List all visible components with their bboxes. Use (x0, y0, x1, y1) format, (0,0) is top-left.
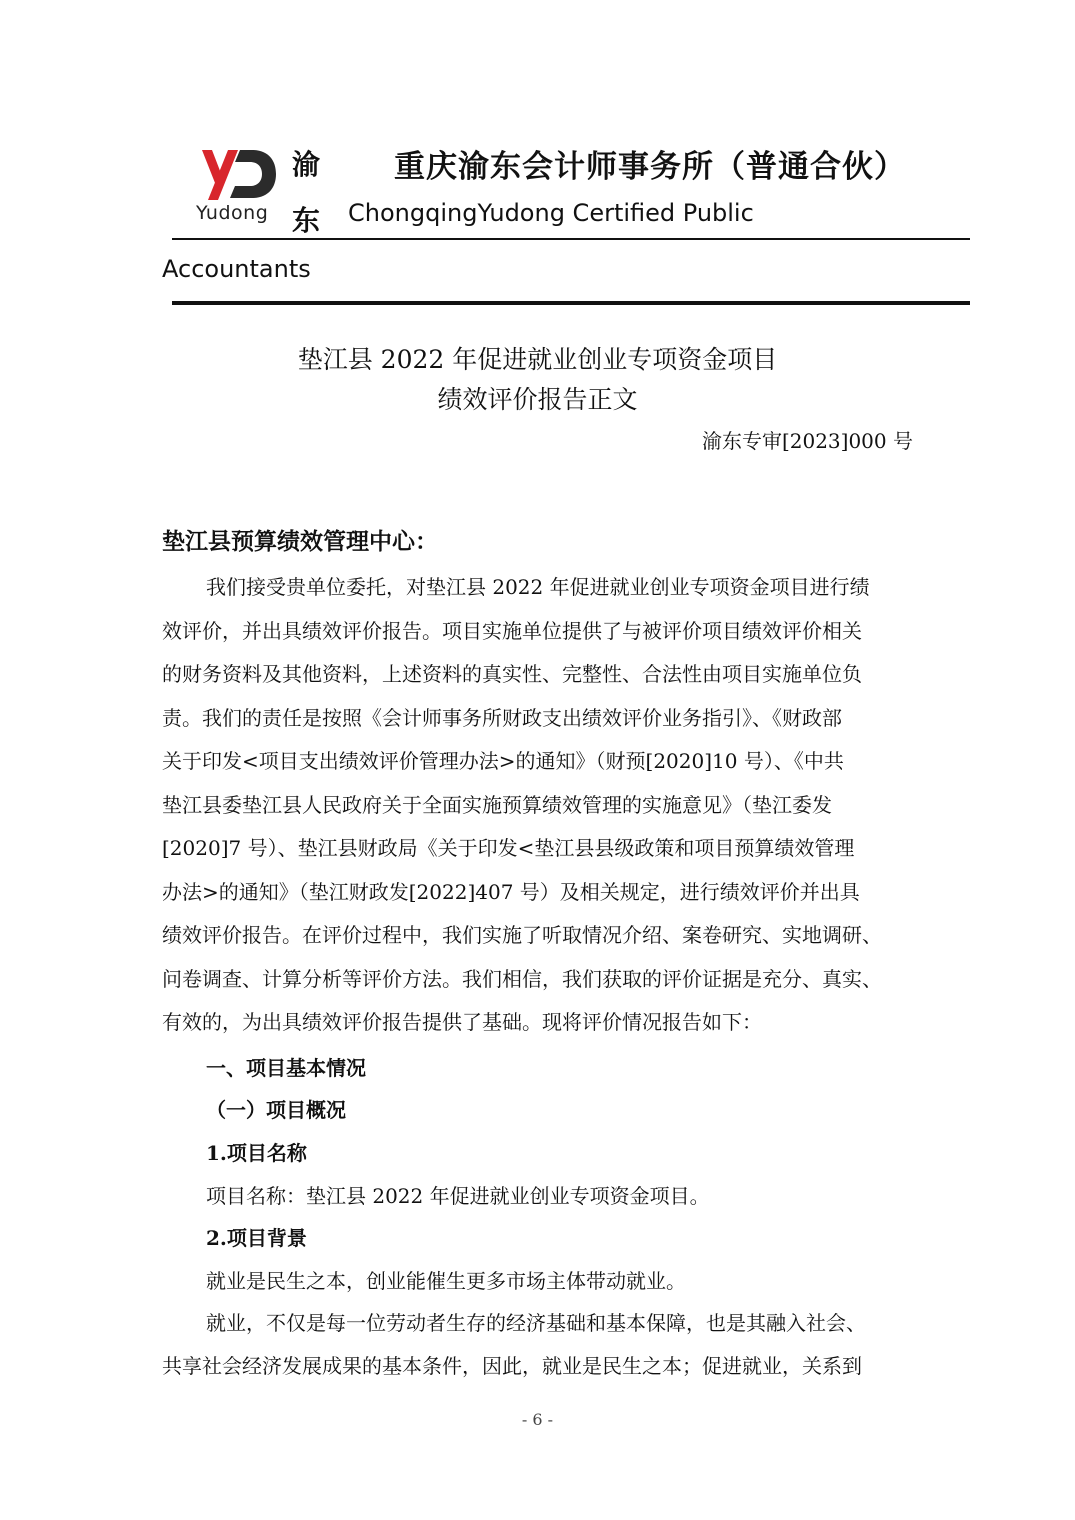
firm-logo (196, 146, 280, 230)
report-title-line2: 绩效评价报告正文 (437, 385, 638, 414)
header-divider-thick (172, 301, 970, 305)
paragraph-line: 关于印发<项目支出绩效评价管理办法>的通知》（财预[2020]10 号）、《中共 (162, 749, 844, 773)
paragraph-line: 的财务资料及其他资料，上述资料的真实性、完整性、合法性由项目实施单位负 (162, 662, 862, 686)
subsection-heading: （一）项目概况 (206, 1098, 346, 1122)
paragraph-line: 绩效评价报告。在评价过程中，我们实施了听取情况介绍、案卷研究、实地调研、 (162, 923, 882, 947)
firm-name-english-line1: ChongqingYudong Certified Public (348, 199, 754, 227)
item-text: 就业是民生之本，创业能催生更多市场主体带动就业。 (206, 1269, 686, 1293)
report-title-line1: 垫江县 2022 年促进就业创业专项资金项目 (297, 345, 778, 374)
addressee: 垫江县预算绩效管理中心： (162, 528, 438, 555)
paragraph-line: 问卷调查、计算分析等评价方法。我们相信，我们获取的评价证据是充分、真实、 (162, 966, 882, 991)
section-heading: 一、项目基本情况 (206, 1056, 366, 1080)
paragraph-line: 垫江县委垫江县人民政府关于全面实施预算绩效管理的实施意见》（垫江委发 (162, 792, 832, 817)
firm-name-english-line2: Accountants (162, 255, 311, 283)
paragraph-line: 就业，不仅是每一位劳动者生存的经济基础和基本保障，也是其融入社会、 (206, 1311, 866, 1335)
paragraph-line: 效评价，并出具绩效评价报告。项目实施单位提供了与被评价项目绩效评价相关 (162, 618, 862, 643)
paragraph-line: 办法>的通知》（垫江财政发[2022]407 号）及相关规定，进行绩效评价并出具 (162, 879, 860, 904)
yudong-logo-icon (200, 146, 276, 200)
logo-text: Yudong (196, 202, 269, 224)
firm-name-chinese: 重庆渝东会计师事务所（普通合伙） (394, 149, 906, 185)
item-text: 项目名称：垫江县 2022 年促进就业创业专项资金项目。 (206, 1184, 710, 1208)
paragraph-line: [2020]7 号）、垫江县财政局《关于印发<垫江县县级政策和项目预算绩效管理 (162, 836, 855, 860)
logo-char-yu: 渝 (292, 148, 321, 181)
header-divider-thin (172, 238, 970, 240)
item-heading: 2.项目背景 (206, 1226, 307, 1250)
logo-char-dong: 东 (292, 204, 321, 237)
paragraph-line: 我们接受贵单位委托，对垫江县 2022 年促进就业创业专项资金项目进行绩 (206, 575, 870, 599)
item-heading: 1.项目名称 (206, 1141, 307, 1165)
paragraph-line: 有效的，为出具绩效评价报告提供了基础。现将评价情况报告如下： (162, 1010, 762, 1034)
document-number: 渝东专审[2023]000 号 (701, 429, 913, 453)
intro-paragraph (162, 566, 922, 1045)
page-number: - 6 - (521, 1410, 554, 1429)
paragraph-line: 责。我们的责任是按照《会计师事务所财政支出绩效评价业务指引》、《财政部 (162, 705, 842, 730)
paragraph-line: 共享社会经济发展成果的基本条件，因此，就业是民生之本；促进就业，关系到 (162, 1354, 862, 1378)
